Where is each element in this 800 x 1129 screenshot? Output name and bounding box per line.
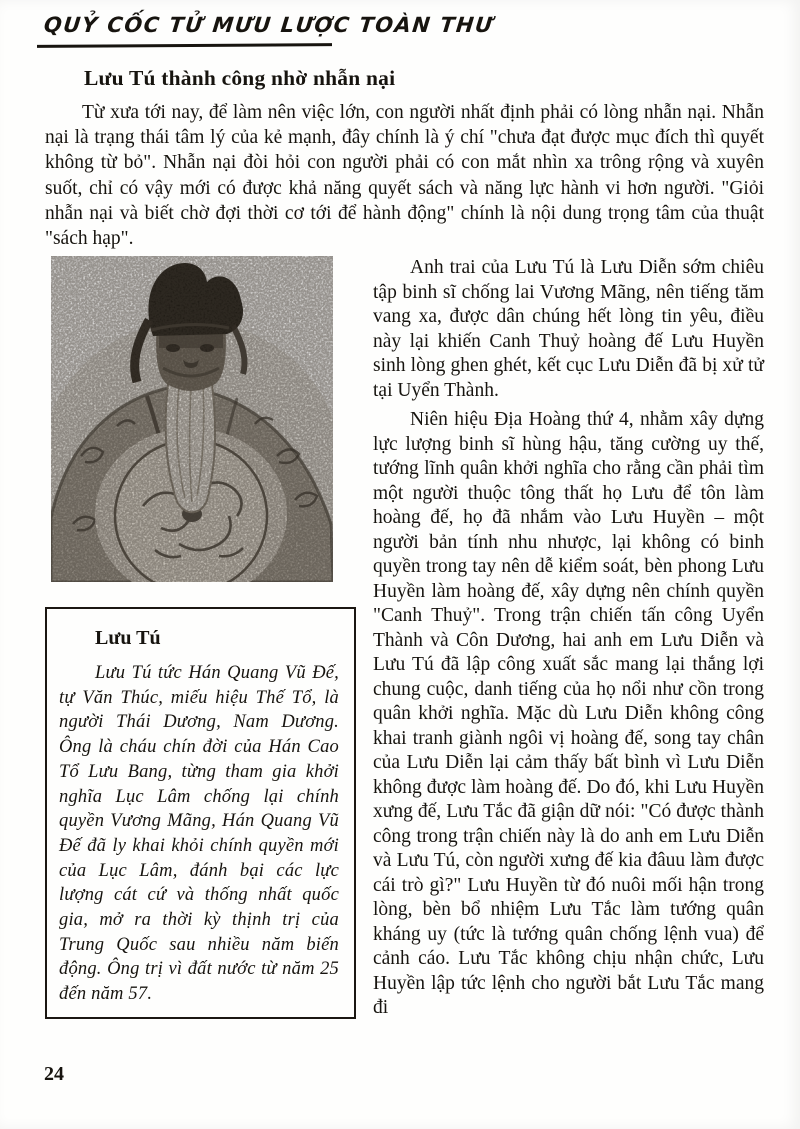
page-number: 24 bbox=[44, 1063, 64, 1085]
article-heading: Lưu Tú thành công nhờ nhẫn nại bbox=[84, 66, 396, 90]
sidebar-info-box bbox=[45, 607, 356, 1019]
sidebar-box-body: Lưu Tú tức Hán Quang Vũ Đế, tự Văn Thúc, miếu hiệu Thế Tổ, là người Thái Dương, Nam Dương. Ông là cháu chín đời của Hán Cao Tổ Lưu Bang, từng tham gia khởi nghĩa Lục Lâm chống lại chính quyền Vương Mãng, Hán Quang Vũ Đế đã ly khai khỏi chính quyền mới của Lục Lâm, đánh bại các lực lượng cát cứ và thống nhất quốc gia, mở ra thời kỳ thịnh trị của Trung Quốc sau nhiều năm biến động. Ông trị vì đất nước từ năm 25 đến năm 57. bbox=[59, 663, 339, 1005]
left-column bbox=[45, 256, 357, 1019]
sidebar-box-title: Lưu Tú bbox=[95, 627, 161, 649]
running-header: QUỶ CỐC TỬ MƯU LƯỢC TOÀN THƯ bbox=[42, 13, 495, 37]
header-underline bbox=[37, 43, 332, 48]
emperor-portrait-icon bbox=[51, 256, 333, 582]
intro-paragraph: Từ xưa tới nay, để làm nên việc lớn, con người nhất định phải có lòng nhẫn nại. Nhẫn nại là trạng thái tâm lý của kẻ mạnh, đây chính là ý chí "chưa đạt được mục đích thì quyết không từ bỏ". Nhẫn nại đòi hỏi con người phải có con mắt nhìn xa trông rộng và xuyên suốt, chỉ có vậy mới có được khả năng quyết sách và năng lực hành vi hơn người. "Giỏi nhẫn nại và biết chờ đợi thời cơ tới để hành động" chính là nội dung trọng tâm của thuật "sách hạp". bbox=[45, 102, 764, 250]
two-column-section bbox=[45, 256, 764, 1026]
body-paragraph: Anh trai của Lưu Tú là Lưu Diễn sớm chiêu tập binh sĩ chống lai Vương Mãng, nên tiếng tăm vang xa, được dân chúng hết lòng tin yêu, điều này lại khiến Canh Thuỷ hoàng đế Lưu Huyền sinh lòng ghen ghét, kết cục Lưu Diễn đã bị xử tử tại Uyển Thành. bbox=[373, 257, 764, 401]
body-paragraph: Niên hiệu Địa Hoàng thứ 4, nhằm xây dựng lực lượng binh sĩ hùng hậu, tăng cường uy thế, tướng lĩnh quân khởi nghĩa cho rằng cần phải tìm một người thuộc tông thất họ Lưu để tôn làm hoàng đế, họ đã nhắm vào Lưu Huyền – một người bản tính nhu nhược, lại không có binh quyền trong tay nên dễ kiểm soát, bèn phong Lưu Huyền làm hoàng đế, xây dựng nên chính quyền "Canh Thuỷ". Trong trận chiến tấn công Uyển Thành và Côn Dương, hai anh em Lưu Diễn và Lưu Tú đã lập công xuất sắc mang lại thắng lợi chung cuộc, danh tiếng của họ nổi như cồn trong quân khởi nghĩa. Mặc dù Lưu Diễn không công khai tranh giành ngôi vị hoàng đế, song tay chân của Lưu Diễn lại cảm thấy bất bình vì Lưu Diễn không được làm hoàng đế. Do đó, khi Lưu Huyền xưng đế, Lưu Tắc đã giận dữ nói: "Có được thành công trong trận chiến này là do anh em Lưu Diễn và Lưu Tú, còn người xưng đế kia đâuu làm được cái trò gì?" Lưu Huyền từ đó nuôi mối hận trong lòng, bèn bổ nhiệm Lưu Tắc làm tướng quân kháng uy (tức là tướng quân chống lệnh vua) để cảnh cáo. Lưu Tắc không chịu nhận chức, Lưu Huyền lập tức lệnh cho người bắt Lưu Tắc mang đi bbox=[373, 409, 764, 1018]
right-column bbox=[373, 256, 764, 1026]
